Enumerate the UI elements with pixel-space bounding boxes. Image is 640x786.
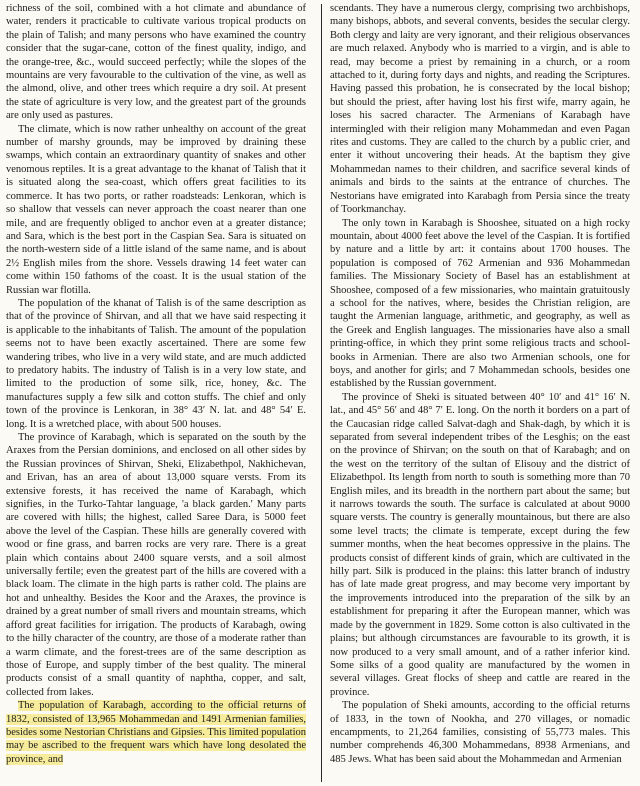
- right-paragraph-2: The only town in Karabagh is Shooshee, situated on a high rocky mountain, about 4000 feet above the level of the Caspian. It is fortified by nature and a little by art: it contains about 1700 houses. The population is composed of 762 Armenian and 936 Mohammedan families. The Missionary Society of Basel has an establishment at Shooshee, composed of a few missionaries, who maintain gratuitously a school for the natives, where, besides the Christian religion, are taught the Armenian language, arithmetic, and geography, as well as the Greek and English languages. The missionaries have also a small printing-office, in which they print some religious tracts and school-books in Armenian. There are also two Armenian schools, one for boys, and another for girls; and 7 Mohammedan schools, besides one established by the Russian government.: [330, 217, 630, 390]
- right-paragraph-3: The province of Sheki is situated between 40° 10′ and 41° 16′ N. lat., and 45° 56′ and 48° 7′ E. long. On the north it borders on a part of the Caucasian ridge called Salvat-dagh and Shak-dagh, by which it is separated from several independent tribes of the Lesghis; on the east on the province of Shirvan; on the south on that of Karabagh; and on the west on the territory of the sultan of Elisouy and the district of Elizabethpol. Its length from north to south is something more than 70 English miles, and its breadth in the northern part about the same; but it narrows towards the south. The surface is calculated at about 9000 square versts. The country is generally mountainous, but there are also some level tracts; the climate is temperate, except during the few summer months, when the heat becomes oppressive in the plains. The products consist of different kinds of grain, which are cultivated in the hilly part. Silk is produced in the plains: this latter branch of industry has of late made great progress, and may become very important by the improvements introduced into the preparation of the silk by an establishment for preparing it after the European manner, which was made by the government in 1829. Some cotton is also cultivated in the plains; but although circumstances are favourable to its growth, it is now produced to a very small amount, and of a rather inferior kind. Some silks of a good quality are manufactured by the women in several villages. Great flocks of sheep and cattle are reared in the province.: [330, 391, 630, 698]
- highlighted-passage: The population of Karabagh, according to the official returns of 1832, consisted of 13,965 Mohammedan and 1491 Armenian families, besides some Nestorian Christians and Gipsies. This limited population may be ascribed to the frequent wars which have long desolated the province, and: [6, 700, 306, 765]
- right-paragraph-1: scendants. They have a numerous clergy, comprising two archbishops, many bishops, abbots, and several convents, besides the secular clergy. Both clergy and laity are very ignorant, and their religious observances are much relaxed. Anybody who is married to a virgin, and is able to read, may become a priest by remaining in a church, or a room attached to it, during forty days and nights, and reading the Scriptures. Having passed this probation, he is consecrated by the local bishop; but should the priest, after having lost his first wife, marry again, he loses his sacred character. The Armenians of Karabagh have intermingled with their religion many Mohammedan and even Pagan rites and customs. They are called to the church by a public crier, and enter it without uncovering their heads. At the baptism they give Mohammedan names to their children, and sacrifice several kinds of animals and birds to the saints at the entrance of churches. The Nestorians have emigrated into Karabagh from Persia since the treaty of Toorkmanchay.: [330, 3, 630, 216]
- right-paragraph-4: The population of Sheki amounts, according to the official returns of 1833, in the town of Nookha, and 270 villages, or nomadic encampments, to 21,264 families, consisting of 55,773 males. This number comprehends 46,300 Mohammedans, 8938 Armenians, and 485 Jews. What has been said about the Mohammedan and Armenian: [330, 700, 630, 765]
- left-column: [6, 2, 306, 784]
- right-column: [330, 2, 630, 784]
- left-paragraph-1: richness of the soil, combined with a hot climate and abundance of water, renders it practicable to cultivate various tropical products on the plain of Talish; and many persons who have examined the country consider that the sugar-cane, cotton of the finest quality, indigo, and the orange-tree, &c., would succeed perfectly; while the slopes of the mountains are very favourable to the cultivation of the vine, as well as the almond, olive, and other trees which require a dry soil. At present the state of agriculture is very low, and the greatest part of the grounds are only used as pastures.: [6, 3, 306, 122]
- left-paragraph-5-highlighted: [6, 699, 306, 766]
- left-paragraph-4: The province of Karabagh, which is separated on the south by the Araxes from the Persian dominions, and enclosed on all other sides by the Russian provinces of Shirvan, Sheki, Elizabethpol, Nakhichevan, and Erivan, has an area of about 13,000 square versts. From its extensive forests, it has received the name of Karabagh, which signifies, in the Turko-Tahtar language, 'a black garden.' Many parts are covered with hills; the highest, called Saree Dara, is 5000 feet above the level of the Caspian. These hills are generally covered with wood or fine grass, and barren rocks are very rare. There is a great plain which contains about 2400 square versts, and a soil almost universally fertile; even the greatest part of the hills are covered with a black loam. The climate in the high parts is rather cold. The plains are hot and unhealthy. Besides the Koor and the Araxes, the province is drained by a great number of small rivers and mountain streams, which afford great facilities for irrigation. The products of Karabagh, owing to the hilly character of the country, are those of a moderate rather than a warm climate, and the forest-trees are of the same description as those of Europe, and supply timber of the best quality. The mineral products consist of a small quantity of naphtha, copper, and salt, collected from lakes.: [6, 432, 306, 698]
- left-paragraph-2: The climate, which is now rather unhealthy on account of the great number of marshy grounds, may be improved by draining these swamps, which contain an extraordinary quantity of snakes and other venomous reptiles. It is a great advantage to the khanat of Talish that it is situated along the sea-coast, which offers great facilities to its commerce. It has two ports, or rather roadsteads: Lenkoran, which is so shallow that vessels can never approach the coast nearer than one mile, and are frequently obliged to anchor even at a greater distance; and Sara, which is the best port in the Caspian Sea. Sara is situated on the north-western side of a little island of the same name, and is about 2½ English miles from the shore. Vessels drawing 14 feet water can come within 150 fathoms of the coast. It is the usual station of the Russian war flotilla.: [6, 123, 306, 296]
- column-divider: [321, 4, 322, 782]
- left-paragraph-3: The population of the khanat of Talish is of the same description as that of the province of Shirvan, and all that we have said respecting it is applicable to the inhabitants of Talish. The amount of the population seems not to have been exactly ascertained. There are some few wandering tribes, who live in a very wild state, and are much addicted to predatory habits. The industry of Talish is in a very low state, and limited to the production of some silk, rice, honey, &c. The manufactures supply a few silk and cotton stuffs. The chief and only town of the province is Lenkoran, in 38° 43′ N. lat. and 48° 54′ E. long. It is a wretched place, with about 500 houses.: [6, 297, 306, 430]
